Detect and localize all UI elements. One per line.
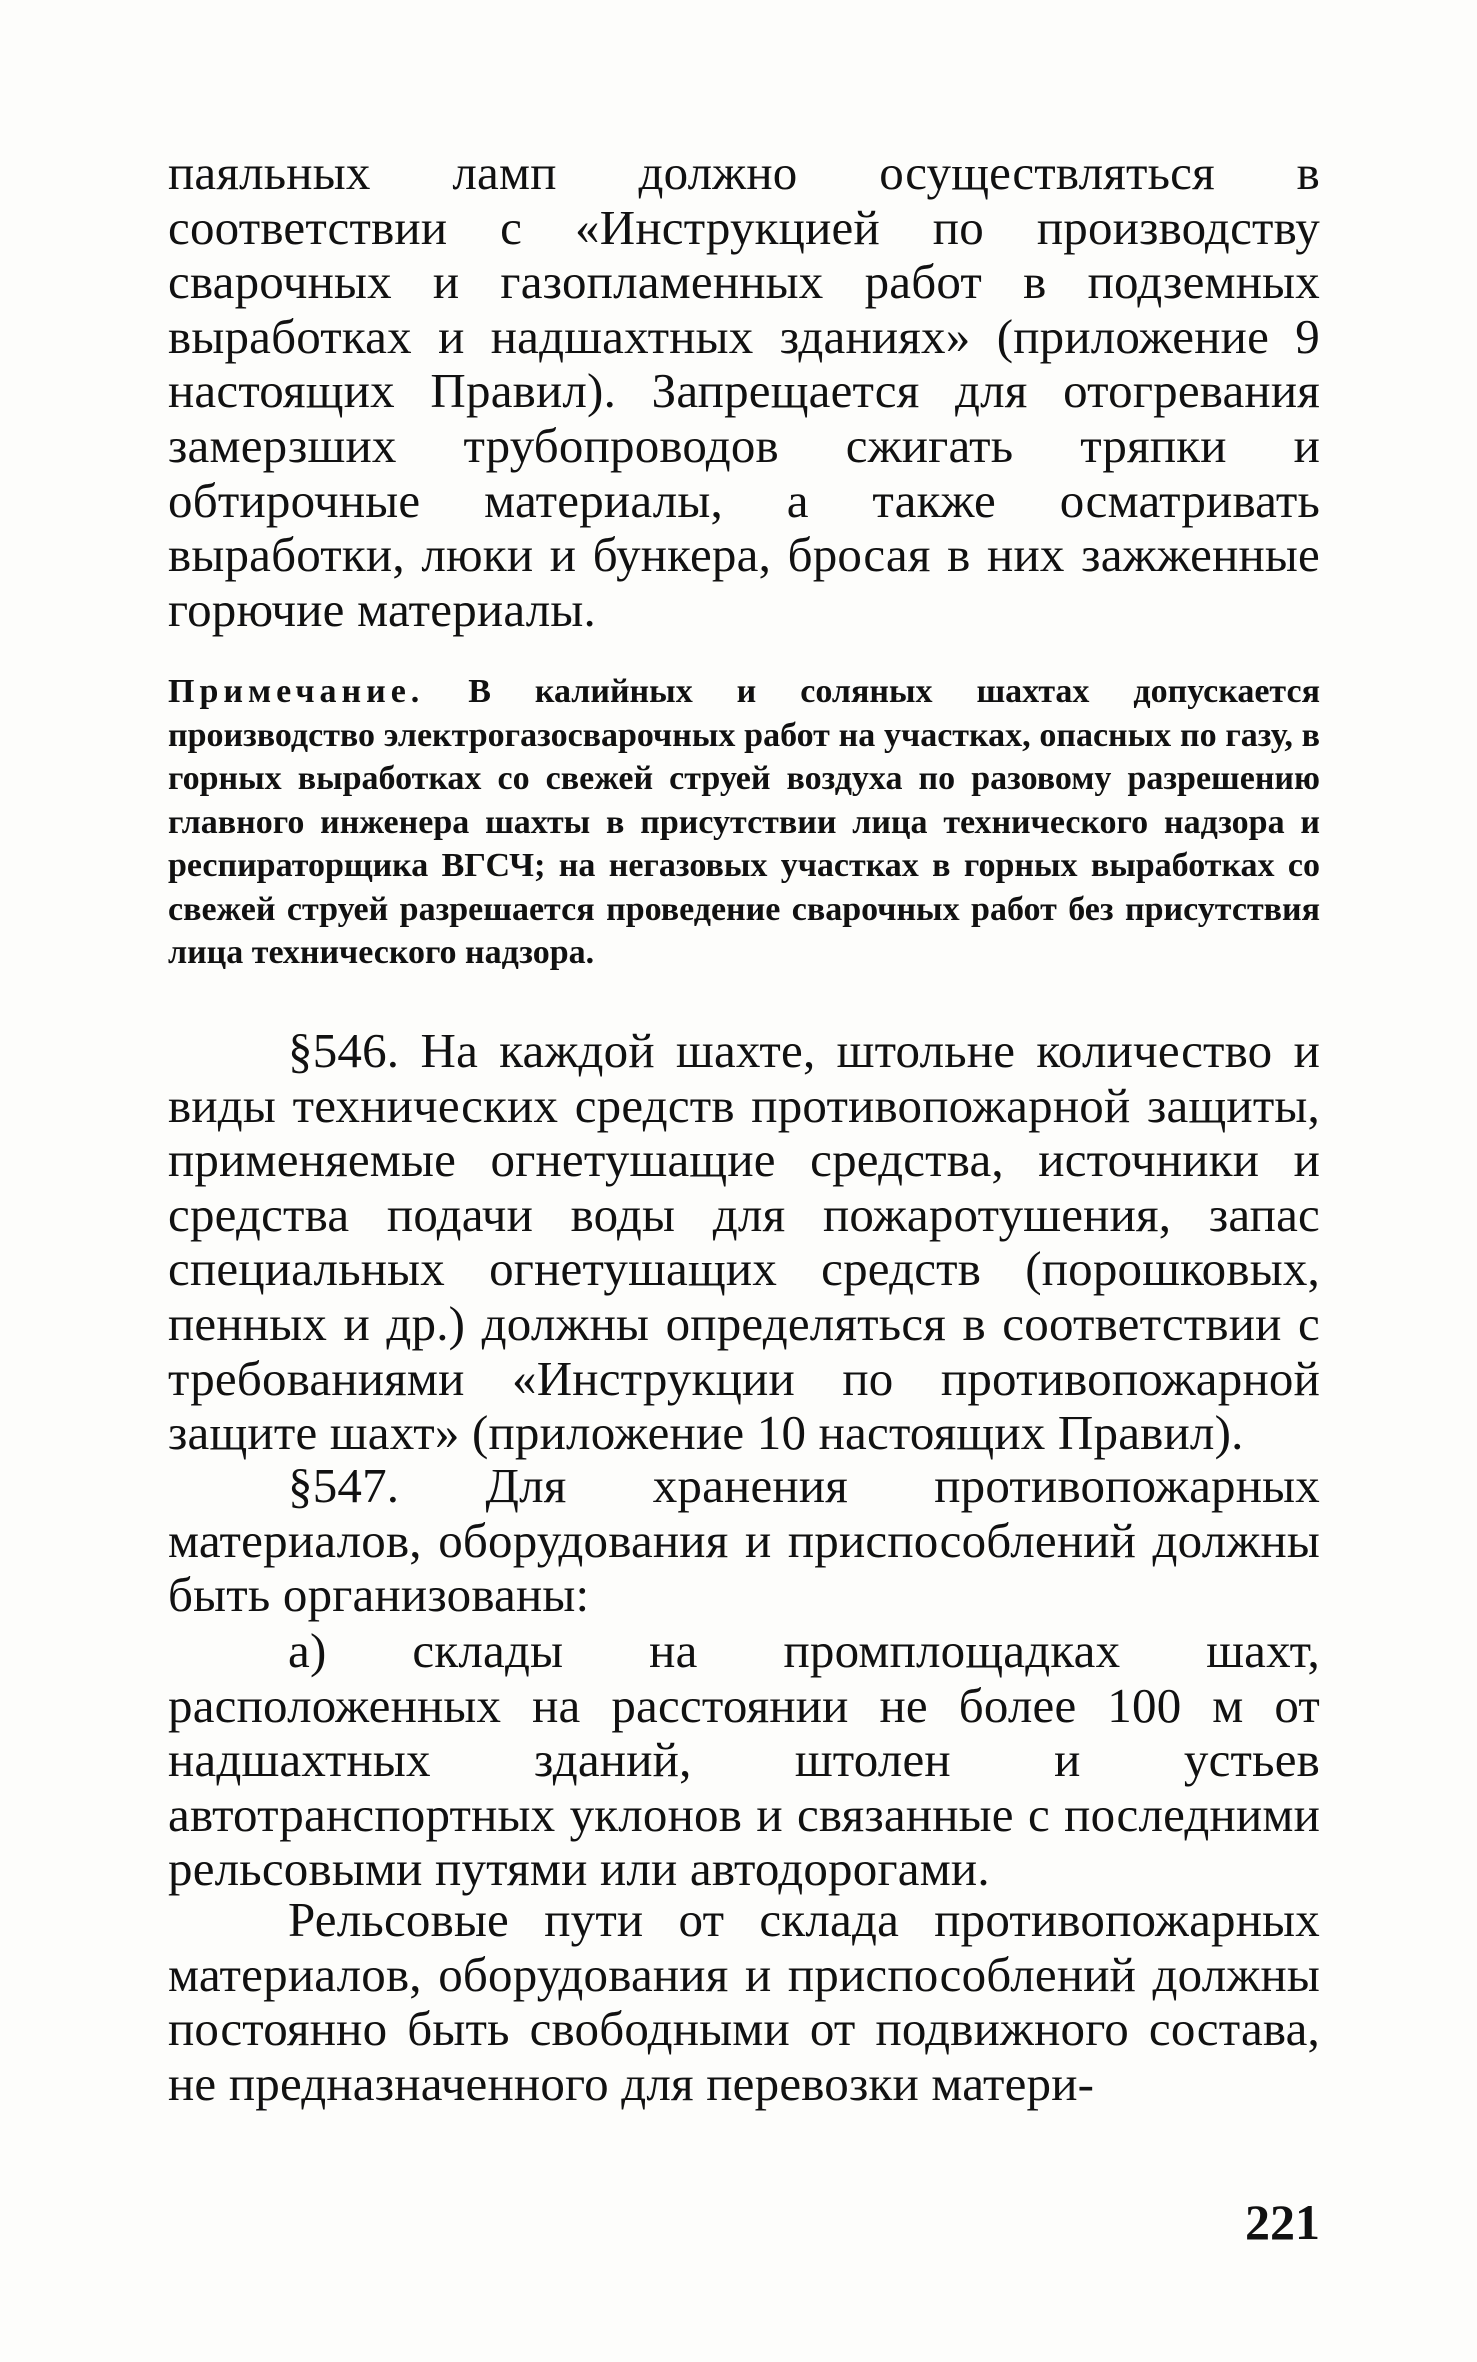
paragraph-547: §547. Для хранения противопожарных материалов, оборудования и приспособлений должны быть организованы: bbox=[168, 1458, 1320, 1623]
paragraph-rail-tracks: Рельсовые пути от склада противопожарных материалов, оборудования и приспособлений должны постоянно быть свободными от подвижного состава, не предназначенного для перевозки матери- bbox=[168, 1892, 1320, 2111]
note-block bbox=[168, 670, 1320, 975]
note-label: Примечание. bbox=[168, 673, 425, 710]
page-number: 221 bbox=[1245, 2194, 1320, 2250]
paragraph-welding-lamps: паяльных ламп должно осуществляться в соответствии с «Инструкцией по производству сварочных и газопламенных работ в подземных выработках и надшахтных зданиях» (приложение 9 настоящих Правил). Запрещается для отогревания замерзших трубопроводов сжигать тряпки и обтирочные материалы, а также осматривать выработки, люки и бункера, бросая в них зажженные горючие материалы. bbox=[168, 145, 1320, 637]
paragraph-546: §546. На каждой шахте, штольне количество и виды технических средств противопожарной защиты, применяемые огнетушащие средства, источники и средства подачи воды для пожаротушения, запас специальных огнетушащих средств (порошковых, пенных и др.) должны определяться в соответствии с требованиями «Инструкции по противопожарной защите шахт» (приложение 10 настоящих Правил). bbox=[168, 1023, 1320, 1461]
list-item-a: а) склады на промплощадках шахт, расположенных на расстоянии не более 100 м от надшахтных зданий, штолен и устьев автотранспортных уклонов и связанные с последними рельсовыми путями или автодорогами. bbox=[168, 1623, 1320, 1897]
note-text: В калийных и соляных шахтах допускается производство электрогазосварочных работ на участках, опасных по газу, в горных выработках со свежей струей воздуха по разовому разрешению главного инженера шахты в присутствии лица технического надзора и респираторщика ВГСЧ; на негазовых участках в горных выработках со свежей струей разрешается проведение сварочных работ без присутствия лица технического надзора. bbox=[168, 673, 1321, 971]
